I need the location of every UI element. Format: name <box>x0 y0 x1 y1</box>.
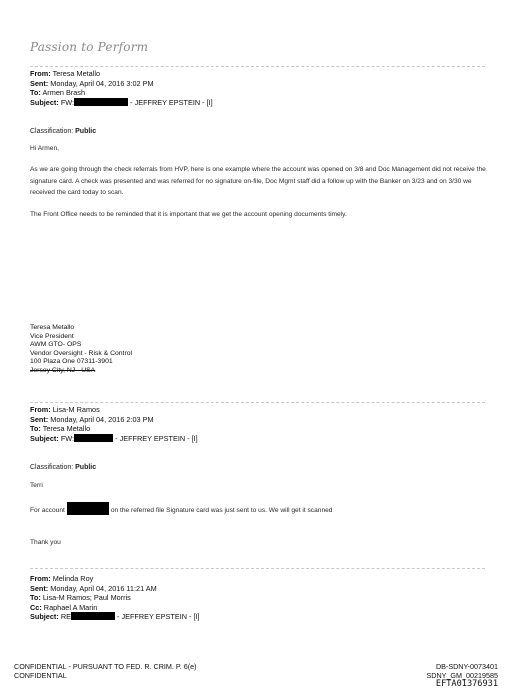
company-logo: Passion to Perform <box>30 40 149 54</box>
divider <box>30 568 485 569</box>
document-id: SDNY_GM_00219585 <box>426 671 498 680</box>
from-line: From: Melinda Roy <box>30 574 94 583</box>
bates-number: EFTA01376931 <box>435 679 498 689</box>
from-value: Melinda Roy <box>52 574 94 583</box>
sent-line: Sent: Monday, April 04, 2016 11:21 AM <box>30 583 157 593</box>
signature-line: Vice President <box>30 332 74 340</box>
redaction-box <box>71 612 115 620</box>
document-id: DB-SDNY-0073401 <box>435 662 498 671</box>
cc-value: Raphael A Marin <box>43 602 98 612</box>
to-line: To: Teresa Metallo <box>30 424 91 433</box>
to-line: To: Armen Brash <box>30 88 86 97</box>
email1-header <box>30 69 213 107</box>
to-line: To: Lisa-M Ramos; Paul Morris <box>30 593 131 602</box>
paragraph: The Front Office needs to be reminded that it is important that we get the account opening documents timely. <box>30 210 347 218</box>
sent-value: Monday, April 04, 2016 2:03 PM <box>50 414 154 424</box>
signature-line: Vendor Oversight - Risk & Control <box>30 349 132 357</box>
email3-header <box>30 574 200 622</box>
to-value: Teresa Metallo <box>42 424 91 433</box>
email1-body <box>30 143 490 220</box>
redaction-box <box>74 98 128 106</box>
confidential-notice: CONFIDENTIAL - PURSUANT TO FED. R. CRIM. P. 6(e) <box>14 662 197 671</box>
divider <box>30 402 485 403</box>
to-value: Armen Brash <box>42 88 86 97</box>
account-line: For account on the referred file Signature card was just sent to us. We will get it scanned <box>30 502 490 516</box>
signature-line: Jersey City, NJ - USA <box>30 366 96 374</box>
to-value: Lisa-M Ramos; Paul Morris <box>42 593 131 602</box>
from-value: Lisa-M Ramos <box>52 405 100 414</box>
paragraph: As we are going through the check referrals from HVP, here is one example where the account was opened on 3/8 and Doc Management did not receive the signature card. A check was presented and was referred for no signature on-file, Doc Mgmt staff did a follow up with the Banker on 3/23 and on 3/30 we received the card today to scan. <box>30 166 486 197</box>
email2-body <box>30 480 490 491</box>
greeting: Hi Armen, <box>30 145 59 152</box>
sent-value: Monday, April 04, 2016 11:21 AM <box>50 583 157 593</box>
redaction-box <box>74 434 113 442</box>
from-line: From: Teresa Metallo <box>30 69 101 78</box>
closing: Thank you <box>30 539 61 546</box>
subject-line: Subject: FW: - JEFFREY EPSTEIN - [I] <box>30 97 213 107</box>
signature-line: 100 Plaza One 07311-3901 <box>30 358 113 366</box>
email2-header <box>30 405 198 443</box>
greeting: Terri <box>30 482 43 489</box>
signature-block <box>30 324 132 376</box>
cc-line: Cc: Raphael A Marin <box>30 602 98 612</box>
classification-line: Classification: Public <box>30 128 97 135</box>
sent-value: Monday, April 04, 2016 3:02 PM <box>50 78 154 88</box>
sent-line: Sent: Monday, April 04, 2016 2:03 PM <box>30 414 154 424</box>
subject-line: Subject: FW: - JEFFREY EPSTEIN - [I] <box>30 433 198 443</box>
redaction-box <box>67 502 109 515</box>
confidential-label: CONFIDENTIAL <box>14 671 67 680</box>
from-value: Teresa Metallo <box>52 69 101 78</box>
footer-right <box>426 662 498 689</box>
from-line: From: Lisa-M Ramos <box>30 405 100 414</box>
signature-line: Teresa Metallo <box>30 324 75 331</box>
sent-line: Sent: Monday, April 04, 2016 3:02 PM <box>30 78 154 88</box>
divider <box>30 66 485 67</box>
subject-line: Subject: RE - JEFFREY EPSTEIN - [I] <box>30 612 200 621</box>
footer-left <box>14 662 197 680</box>
signature-line: AWM GTO- OPS <box>30 341 82 349</box>
classification-line: Classification: Public <box>30 464 97 471</box>
